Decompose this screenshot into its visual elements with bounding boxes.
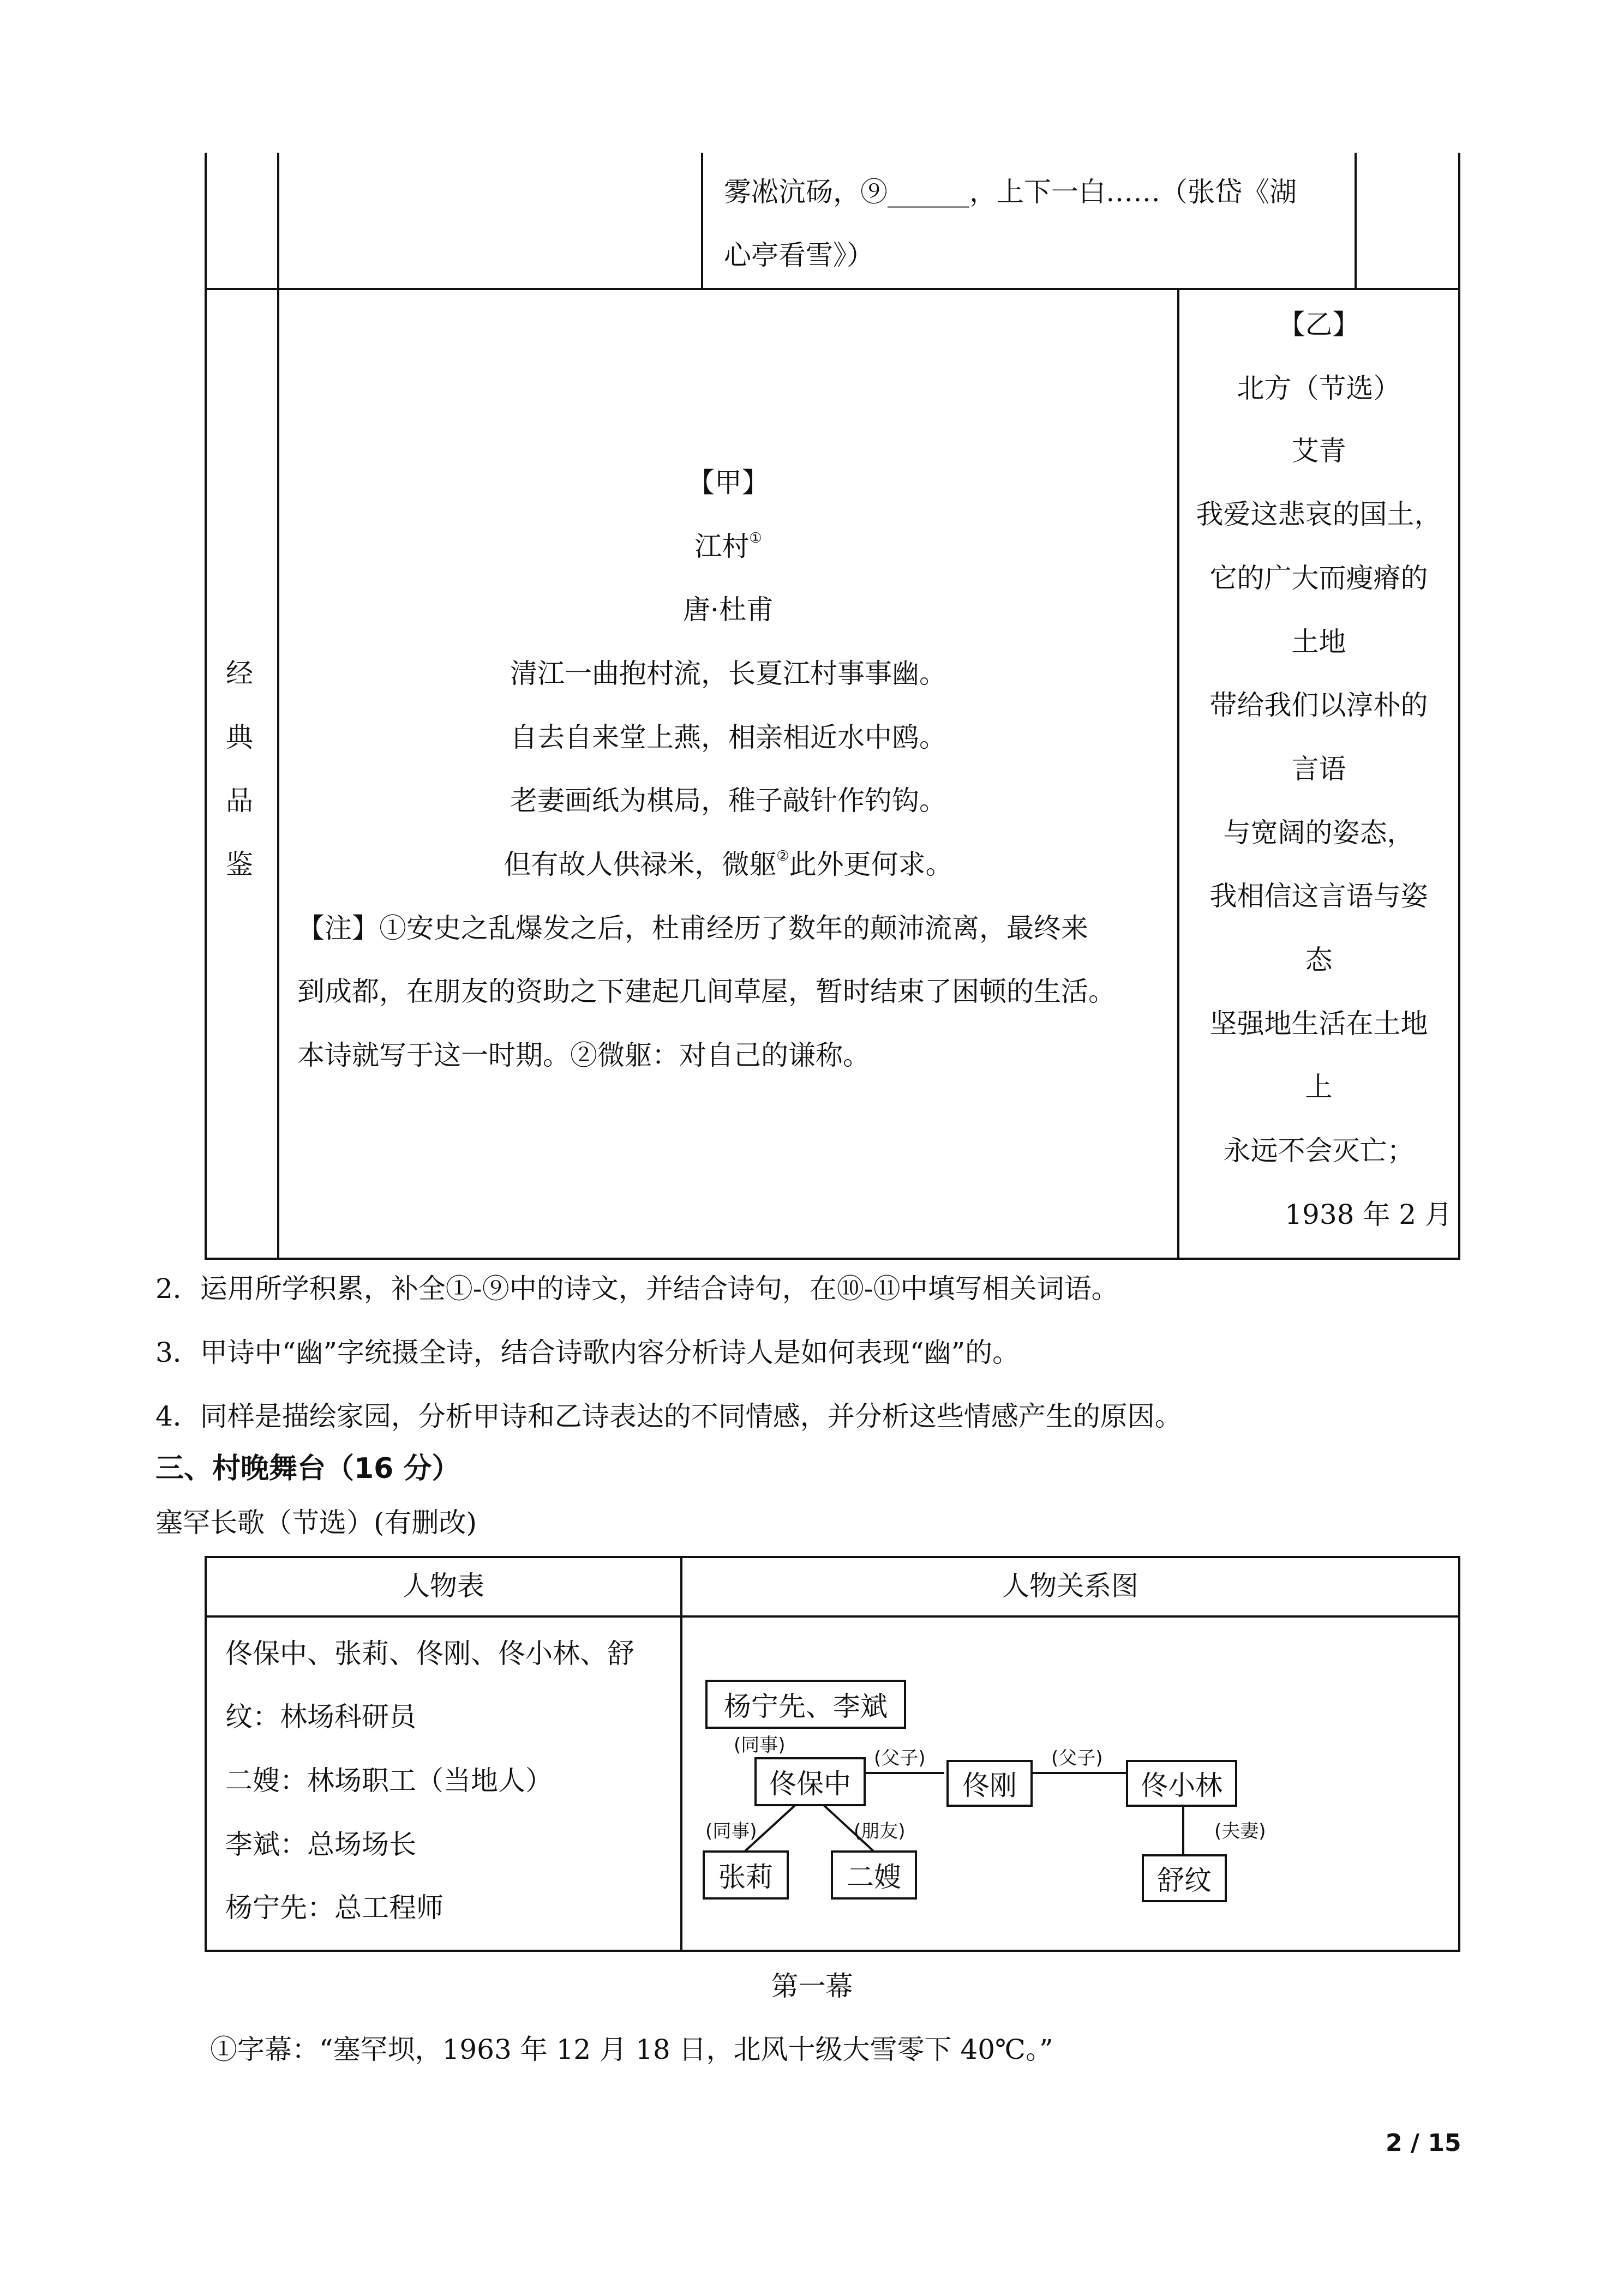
rel-colleague-top: (同事)	[734, 1734, 786, 1756]
cast-header-left: 人物表	[403, 1570, 484, 1602]
poem-yi-line: 永远不会灭亡；	[1223, 1135, 1415, 1167]
poem-jia-line: 自去自来堂上燕，相亲相近水中鸥。	[510, 722, 946, 753]
poem-jia-note: 到成都，在朋友的资助之下建起几间草屋，暂时结束了困顿的生活。	[297, 976, 1116, 1007]
side-label-char: 鉴	[226, 849, 253, 880]
side-label-char: 品	[226, 785, 253, 816]
node-shu-wen: 舒纹	[1142, 1854, 1227, 1902]
side-label-char: 典	[226, 722, 253, 753]
poem-yi-line: 言语	[1291, 753, 1346, 785]
rel-father-son-1: (父子)	[874, 1747, 926, 1769]
cast-line: 纹：林场科研员	[225, 1701, 416, 1733]
node-yang-li: 杨宁先、李斌	[705, 1680, 906, 1729]
poem-yi-line: 带给我们以淳朴的	[1209, 689, 1428, 721]
poem-yi-line: 我相信这言语与姿	[1209, 880, 1428, 912]
side-label-char: 经	[226, 658, 253, 689]
poem-jia-author: 唐·杜甫	[683, 594, 774, 626]
caption: ①字幕：“塞罕坝，1963 年 12 月 18 日，北风十级大雪零下 40℃。”	[210, 2034, 1053, 2065]
cast-header-right: 人物关系图	[1002, 1570, 1138, 1602]
page-number: 2 / 15	[1386, 2129, 1461, 2157]
top-row-line-2: 心亭看雪》）	[724, 239, 874, 271]
cast-line: 李斌：总场场长	[225, 1829, 416, 1860]
poem-yi-author: 艾青	[1291, 435, 1346, 467]
poem-yi-line: 土地	[1291, 626, 1346, 658]
rel-father-son-2: (父子)	[1051, 1747, 1103, 1769]
rel-friend: (朋友)	[854, 1820, 906, 1842]
poem-yi-line: 上	[1305, 1071, 1333, 1103]
poem-yi-line: 与宽阔的姿态，	[1223, 817, 1415, 849]
poem-jia-line: 但有故人供禄米，微躯②此外更何求。	[504, 848, 953, 880]
poem-yi-line: 我爱这悲哀的国土，	[1196, 498, 1442, 530]
question-3: 3．甲诗中“幽”字统摄全诗，结合诗歌内容分析诗人是如何表现“幽”的。	[155, 1337, 1020, 1368]
play-title: 塞罕长歌（节选）(有删改)	[155, 1507, 477, 1538]
poem-jia-line: 清江一曲抱村流，长夏江村事事幽。	[510, 658, 946, 689]
poem-yi-date: 1938 年 2 月	[1285, 1199, 1452, 1230]
poem-jia-tag: 【甲】	[687, 467, 769, 498]
question-4: 4．同样是描绘家园，分析甲诗和乙诗表达的不同情感，并分析这些情感产生的原因。	[155, 1401, 1182, 1432]
node-tong-xiaolin: 佟小林	[1126, 1760, 1237, 1807]
poem-yi-line: 坚强地生活在土地	[1209, 1008, 1428, 1039]
poem-jia-note: 【注】①安史之乱爆发之后，杜甫经历了数年的颠沛流离，最终来	[297, 912, 1088, 944]
poem-jia-title: 江村①	[694, 530, 762, 562]
poem-yi-title: 北方（节选）	[1237, 372, 1401, 404]
top-row-line-1: 雾凇沆砀，⑨______，上下一白……（张岱《湖	[724, 176, 1297, 208]
poem-yi-tag: 【乙】	[1278, 309, 1360, 340]
cast-line: 佟保中、张莉、佟刚、佟小林、舒	[225, 1638, 634, 1669]
question-2: 2．运用所学积累，补全①-⑨中的诗文，并结合诗句，在⑩-⑪中填写相关词语。	[155, 1273, 1119, 1305]
rel-colleague-left: (同事)	[705, 1820, 757, 1842]
rel-spouse: (夫妻)	[1214, 1820, 1266, 1842]
cast-line: 杨宁先：总工程师	[225, 1892, 444, 1924]
poem-yi-line: 态	[1305, 944, 1333, 976]
node-er-sao: 二嫂	[831, 1850, 917, 1900]
cast-line: 二嫂：林场职工（当地人）	[225, 1765, 553, 1796]
node-tong-gang: 佟刚	[946, 1760, 1033, 1807]
node-zhang-li: 张莉	[703, 1850, 789, 1900]
node-tong-baozhong: 佟保中	[754, 1757, 866, 1806]
poem-jia-line: 老妻画纸为棋局，稚子敲针作钓钩。	[510, 785, 946, 816]
section-title: 三、村晚舞台（16 分）	[155, 1452, 460, 1485]
poem-jia-note: 本诗就写于这一时期。②微躯：对自己的谦称。	[297, 1039, 870, 1071]
act-title: 第一幕	[771, 1970, 853, 2002]
poem-yi-line: 它的广大而瘦瘠的	[1209, 562, 1428, 594]
